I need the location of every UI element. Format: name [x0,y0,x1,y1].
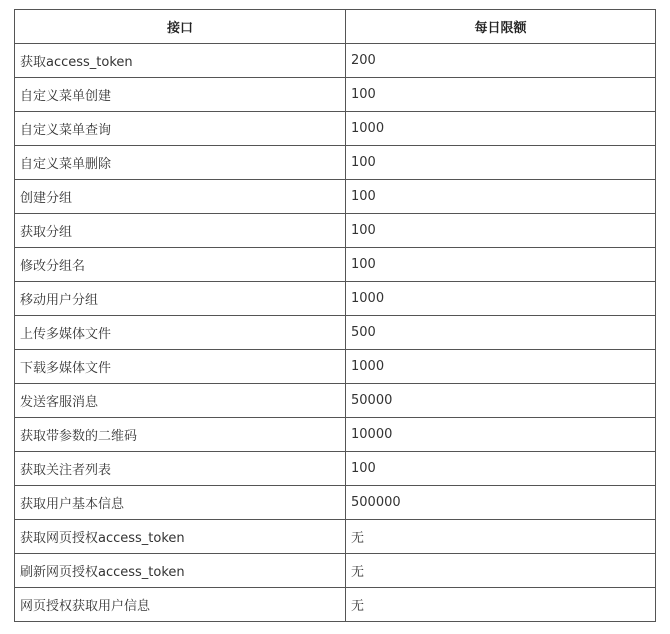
daily-limit-cell: 1000 [346,112,656,146]
daily-limit-cell: 200 [346,44,656,78]
daily-limit-cell: 100 [346,146,656,180]
daily-limit-cell: 100 [346,214,656,248]
interface-cell: 获取access_token [15,44,346,78]
interface-cell: 获取分组 [15,214,346,248]
table-row [15,214,656,248]
interface-cell: 移动用户分组 [15,282,346,316]
table-header-row [15,10,656,44]
table-row [15,588,656,622]
daily-limit-cell: 无 [346,554,656,588]
table-row [15,350,656,384]
daily-limit-cell: 500000 [346,486,656,520]
daily-limit-cell: 50000 [346,384,656,418]
interface-cell: 获取网页授权access_token [15,520,346,554]
interface-cell: 自定义菜单删除 [15,146,346,180]
api-quota-table [14,9,656,622]
table-row [15,316,656,350]
daily-limit-cell: 100 [346,78,656,112]
daily-limit-cell: 500 [346,316,656,350]
table-row [15,248,656,282]
daily-limit-cell: 100 [346,452,656,486]
table-row [15,44,656,78]
interface-cell: 获取带参数的二维码 [15,418,346,452]
table-body [15,44,656,622]
daily-limit-cell: 10000 [346,418,656,452]
interface-cell: 自定义菜单查询 [15,112,346,146]
daily-limit-cell: 无 [346,520,656,554]
interface-cell: 下载多媒体文件 [15,350,346,384]
table-row [15,418,656,452]
daily-limit-cell: 100 [346,248,656,282]
table-row [15,520,656,554]
daily-limit-cell: 1000 [346,282,656,316]
interface-cell: 刷新网页授权access_token [15,554,346,588]
table-row [15,384,656,418]
table-row [15,282,656,316]
table-row [15,554,656,588]
interface-cell: 获取关注者列表 [15,452,346,486]
table-row [15,112,656,146]
daily-limit-cell: 100 [346,180,656,214]
table-row [15,78,656,112]
table-row [15,486,656,520]
interface-cell: 创建分组 [15,180,346,214]
daily-limit-cell: 无 [346,588,656,622]
interface-cell: 自定义菜单创建 [15,78,346,112]
interface-cell: 上传多媒体文件 [15,316,346,350]
table-row [15,452,656,486]
interface-cell: 网页授权获取用户信息 [15,588,346,622]
table-container [14,9,656,622]
table-row [15,146,656,180]
interface-cell: 修改分组名 [15,248,346,282]
interface-cell: 发送客服消息 [15,384,346,418]
header-interface: 接口 [15,10,346,44]
header-daily-limit: 每日限额 [346,10,656,44]
daily-limit-cell: 1000 [346,350,656,384]
table-row [15,180,656,214]
interface-cell: 获取用户基本信息 [15,486,346,520]
